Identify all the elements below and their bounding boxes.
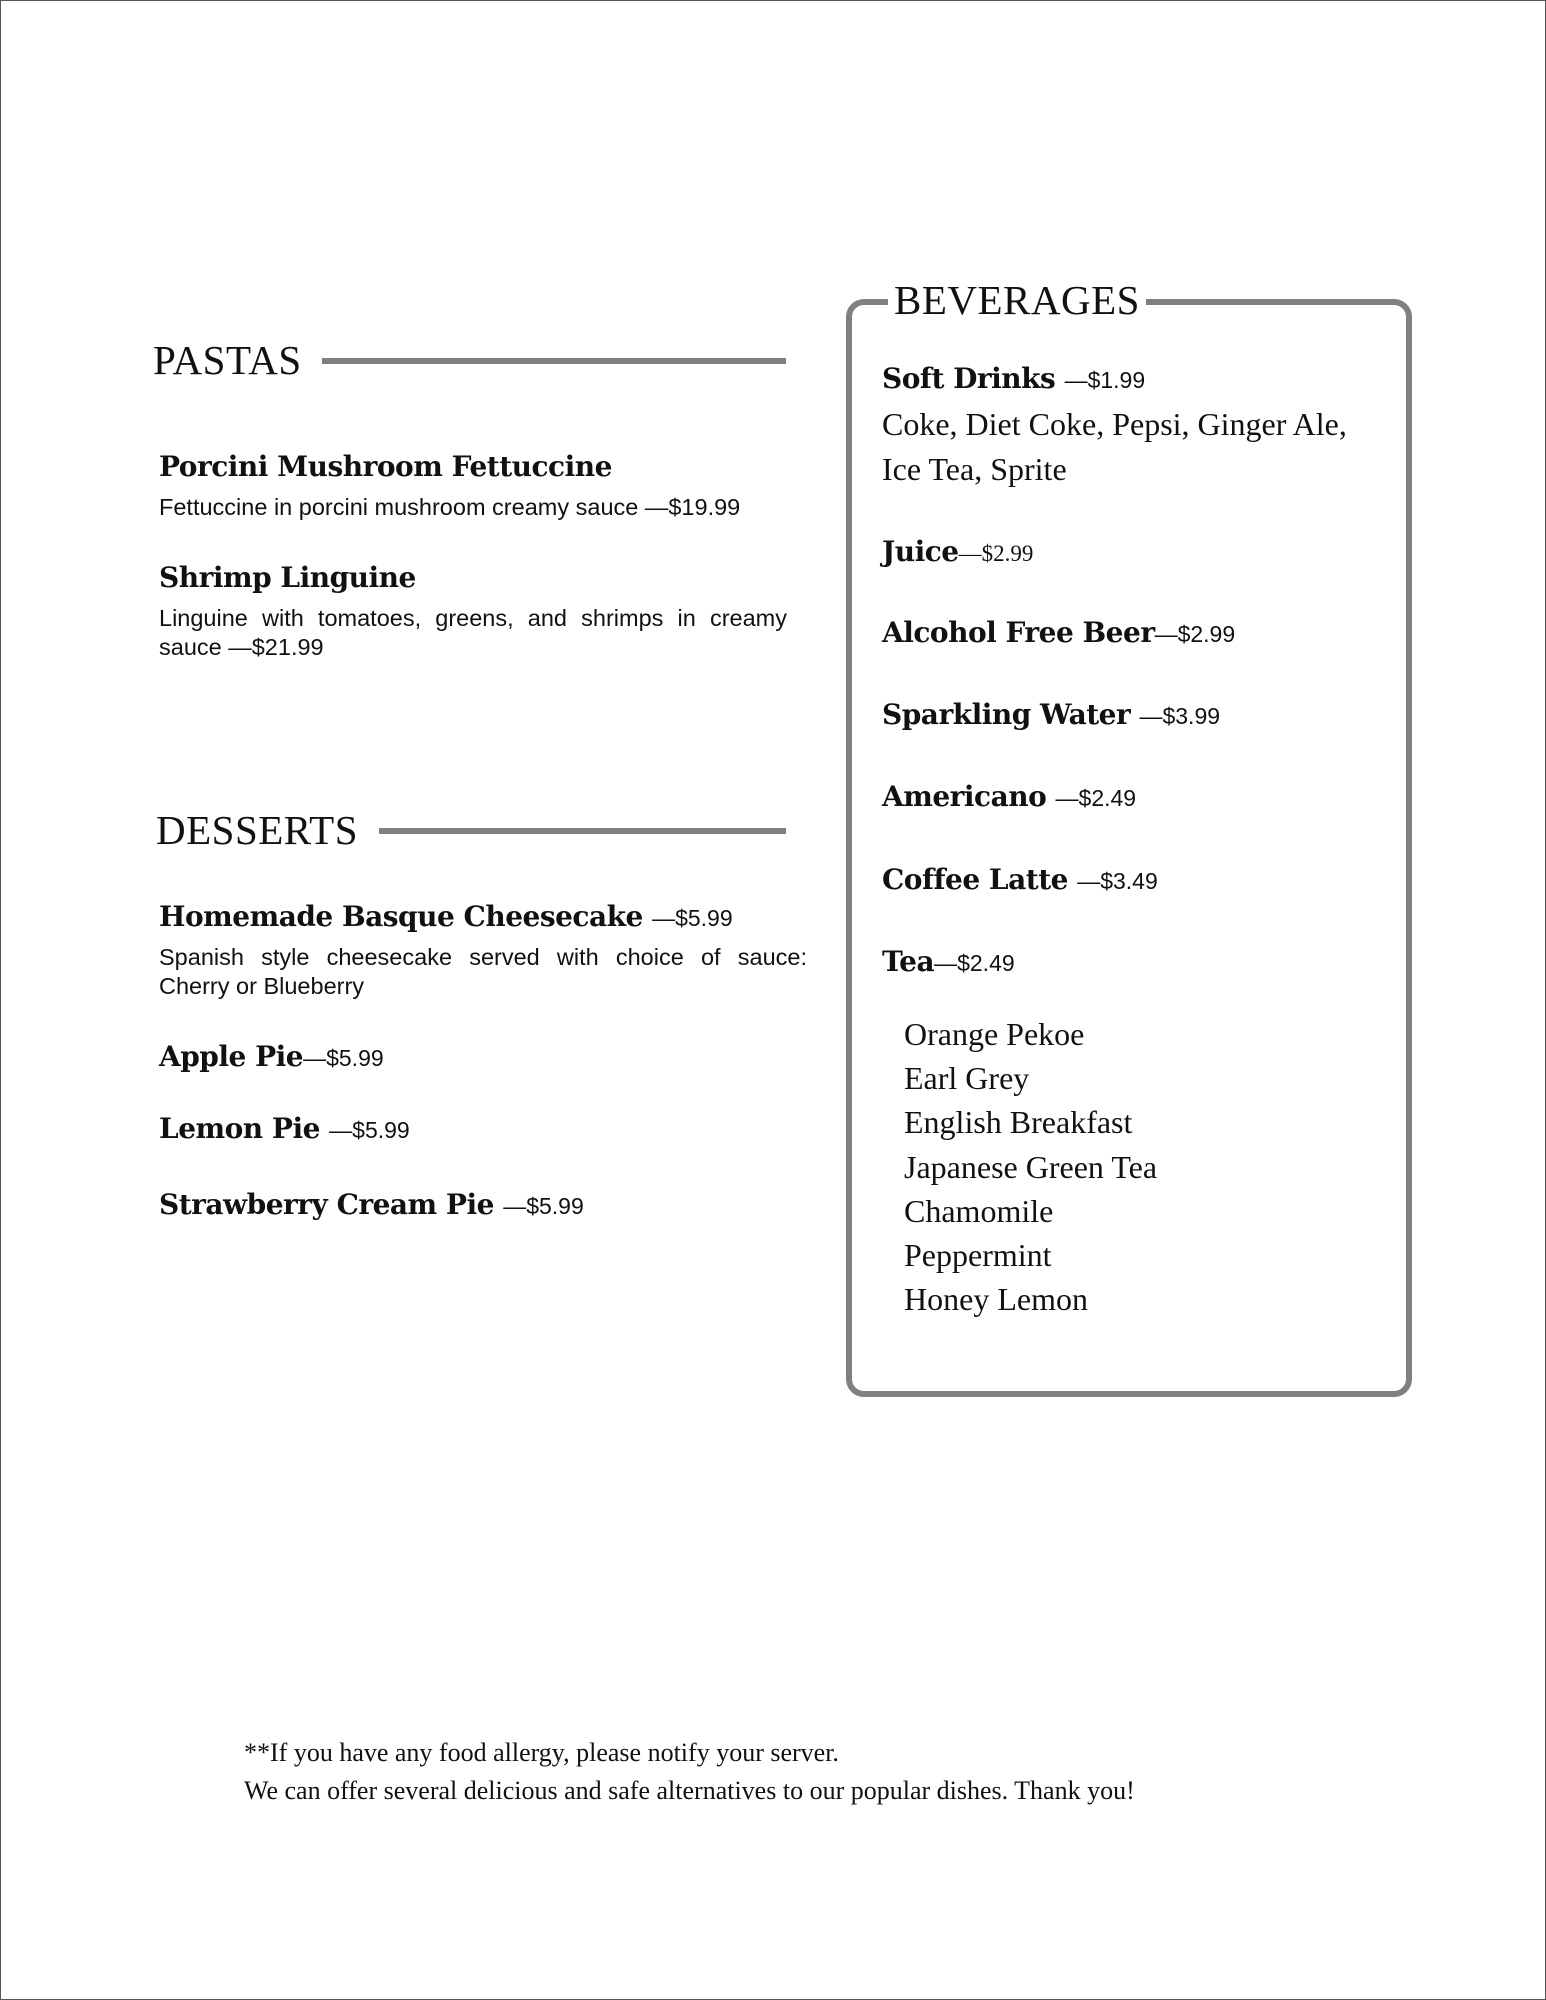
tea-option: Honey Lemon <box>904 1281 1088 1318</box>
dessert-item <box>159 1112 410 1145</box>
beverage-item-price: —$3.99 <box>1139 703 1221 729</box>
dessert-item-price: —$5.99 <box>329 1117 410 1143</box>
tea-option: Orange Pekoe <box>904 1016 1085 1052</box>
beverage-item-price: —$3.49 <box>1077 868 1158 894</box>
beverage-item <box>882 535 1033 568</box>
beverage-item <box>882 616 1235 649</box>
tea-option: English Breakfast <box>904 1104 1133 1141</box>
beverage-item-price: —$1.99 <box>1064 367 1146 393</box>
tea-list <box>904 1012 1157 1321</box>
allergy-notice-line: **If you have any food allergy, please notify your server. <box>244 1738 839 1767</box>
soft-drinks-description: Coke, Diet Coke, Pepsi, Ginger Ale, Ice Tea, Sprite <box>882 406 1347 487</box>
beverage-item <box>882 698 1220 731</box>
dessert-item-price: —$5.99 <box>303 1045 384 1071</box>
beverage-item-price: —$2.99 <box>958 541 1034 566</box>
beverage-item <box>882 945 1015 978</box>
pasta-item-name: Porcini Mushroom Fettuccine <box>159 450 612 483</box>
beverage-item-name: Juice <box>882 535 959 568</box>
beverage-item-price: —$2.49 <box>934 950 1015 976</box>
pasta-item-name: Shrimp Linguine <box>159 561 416 594</box>
pasta-item-description: Linguine with tomatoes, greens, and shrimps in creamy sauce —$21.99 <box>159 605 787 660</box>
dessert-item <box>159 900 733 933</box>
beverage-item-price: —$2.99 <box>1154 621 1236 647</box>
beverage-item-name: Americano <box>882 780 1047 813</box>
beverage-item-name: Tea <box>882 945 935 978</box>
tea-option: Earl Grey <box>904 1060 1030 1097</box>
dessert-item-name: Strawberry Cream Pie <box>159 1188 494 1221</box>
dessert-item <box>159 1040 384 1073</box>
beverage-item-name: Coffee Latte <box>882 863 1068 896</box>
pastas-rule <box>322 358 786 364</box>
desserts-heading: DESSERTS <box>156 807 359 853</box>
allergy-notice-line: We can offer several delicious and safe alternatives to our popular dishes. Thank you! <box>244 1776 1135 1805</box>
beverage-item-name: Soft Drinks <box>882 362 1056 395</box>
dessert-item-price: —$5.99 <box>652 905 733 931</box>
dessert-item-description: Spanish style cheesecake served with choice of sauce: Cherry or Blueberry <box>159 944 807 999</box>
beverage-item <box>882 780 1136 813</box>
beverage-item-price: —$2.49 <box>1055 785 1137 811</box>
dessert-item <box>159 1188 584 1221</box>
dessert-item-name: Homemade Basque Cheesecake <box>159 900 643 933</box>
beverages-heading: BEVERAGES <box>894 277 1140 323</box>
desserts-rule <box>379 828 786 834</box>
dessert-item-name: Apple Pie <box>159 1040 304 1073</box>
tea-option: Chamomile <box>904 1192 1054 1229</box>
beverage-item <box>882 863 1158 896</box>
pasta-item-description: Fettuccine in porcini mushroom creamy sauce —$19.99 <box>159 494 741 520</box>
tea-option: Peppermint <box>904 1237 1052 1274</box>
beverage-item-name: Sparkling Water <box>882 698 1131 731</box>
dessert-item-price: —$5.99 <box>503 1193 584 1219</box>
beverage-item <box>882 362 1145 395</box>
tea-option: Japanese Green Tea <box>904 1148 1158 1185</box>
beverage-item-name: Alcohol Free Beer <box>882 616 1155 649</box>
allergy-notice <box>244 1734 1135 1810</box>
beverages-heading-wrap <box>888 272 1146 328</box>
dessert-item-name: Lemon Pie <box>159 1112 320 1145</box>
pastas-heading: PASTAS <box>153 337 302 383</box>
